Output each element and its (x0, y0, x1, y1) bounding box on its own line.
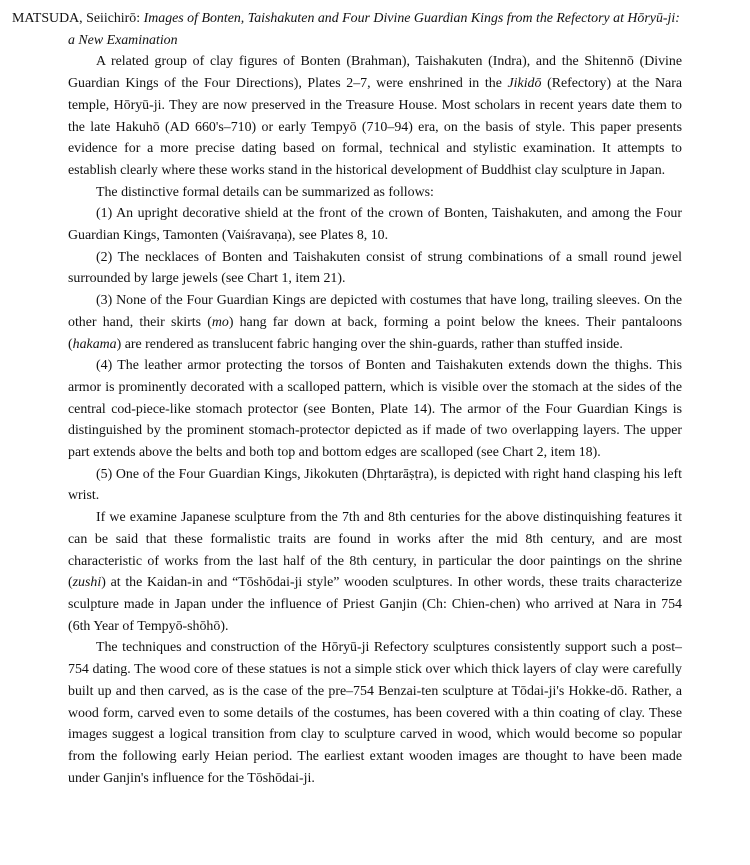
paragraph-2 (68, 182, 682, 204)
text-run: ) at the Kaidan-in and “Tōshōdai-ji style” wooden sculptures. In other words, these traits characterize sculpture made in Japan under the influence of Priest Ganjin (Ch: Chien-chen) who arrived at Nara in 754 (6th Year of Tempyō-shōhō). (68, 575, 682, 634)
paragraph-6 (68, 355, 682, 464)
text-run: (4) The leather armor protecting the torsos of Bonten and Taishakuten extends down the thighs. This armor is prominently decorated with a scalloped pattern, which is visible over the stomach at the sides of the central cod-piece-like stomach protector (see Bonten, Plate 14). The armor of the Four Guardian Kings is distinguished by the prominent stomach-protector depicted as if made of two overlapping layers. The upper part extends above the belts and both top and bottom edges are scalloped (see Chart 2, item 18). (68, 358, 682, 461)
paragraph-9 (68, 637, 682, 789)
text-run: (3) None of the Four Guardian Kings are depicted with costumes that have long, trailing sleeves. On the other hand, their skirts ( (68, 293, 682, 330)
paragraph-4 (68, 247, 682, 290)
text-run: (1) An upright decorative shield at the front of the crown of Bonten, Taishakuten, and among the Four Guardian Kings, Tamonten (Vaiśravaṇa), see Plates 8, 10. (68, 206, 682, 244)
article-body (68, 51, 682, 789)
italic-term: mo (211, 314, 229, 330)
text-run: ) are rendered as translucent fabric hanging over the shin-guards, rather than stuffed inside. (116, 336, 623, 352)
paragraph-3 (68, 203, 682, 246)
italic-term: Jikidō (507, 76, 542, 92)
author-name: MATSUDA, Seiichirō (12, 11, 137, 26)
paragraph-7 (68, 464, 682, 507)
article-heading (12, 8, 682, 51)
italic-term: zushi (72, 575, 102, 591)
text-run: ) hang far down at back, forming a point below the knees. Their pantaloons ( (68, 314, 682, 352)
text-run: If we examine Japanese sculpture from the 7th and 8th centuries for the above distinquishing features it can be said that these formalistic traits are found in works after the mid 8th century, and are most characteristic of works from the last half of the 8th century, in particular the door paintings on the shrine ( (68, 510, 682, 591)
paragraph-5 (68, 290, 682, 355)
text-run: (2) The necklaces of Bonten and Taishakuten consist of strung combinations of a small round jewel surrounded by large jewels (see Chart 1, item 21). (68, 249, 682, 287)
paragraph-8 (68, 507, 682, 637)
text-run: (5) One of the Four Guardian Kings, Jikokuten (Dhṛtarāṣṭra), is depicted with right hand clasping his left wrist. (68, 466, 682, 504)
italic-term: hakama (72, 336, 117, 352)
heading-separator: : (136, 11, 144, 26)
text-run: (Refectory) at the Nara temple, Hōryū-ji. They are now preserved in the Treasure House. Most scholars in recent years date them to the late Hakuhō (AD 660's–710) or early Tempyō (710–94) era, on the basis of style. This paper presents evidence for a more precise dating based on formal, technical and stylistic examination. It attempts to establish clearly where these works stand in the historical development of Buddhist clay sculpture in Japan. (68, 76, 682, 178)
text-run: The distinctive formal details can be summarized as follows: (96, 184, 434, 200)
text-run: The techniques and construction of the Hōryū-ji Refectory sculptures consistently support such a post–754 dating. The wood core of these statues is not a simple stick over which thick layers of clay were carefully built up and then carved, as is the case of the pre–754 Benzai-ten sculpture at Tōdai-ji's Hokke-dō. Rather, a wood form, carved even to some details of the costumes, has been covered with a thin coating of clay. These images suggest a logical transition from clay to sculpture carved in wood, which would become so popular from the following early Heian period. The earliest extant wooden images are thought to have been made under Ganjin's influence for the Tōshōdai-ji. (68, 640, 682, 786)
paragraph-1 (68, 51, 682, 181)
article-title: Images of Bonten, Taishakuten and Four Divine Guardian Kings from the Refectory at Hōryū-ji: a New Examination (68, 11, 680, 48)
text-run: A related group of clay figures of Bonten (Brahman), Taishakuten (Indra), and the Shitennō (Divine Guardian Kings of the Four Directions), Plates 2–7, were enshrined in the (68, 54, 682, 92)
